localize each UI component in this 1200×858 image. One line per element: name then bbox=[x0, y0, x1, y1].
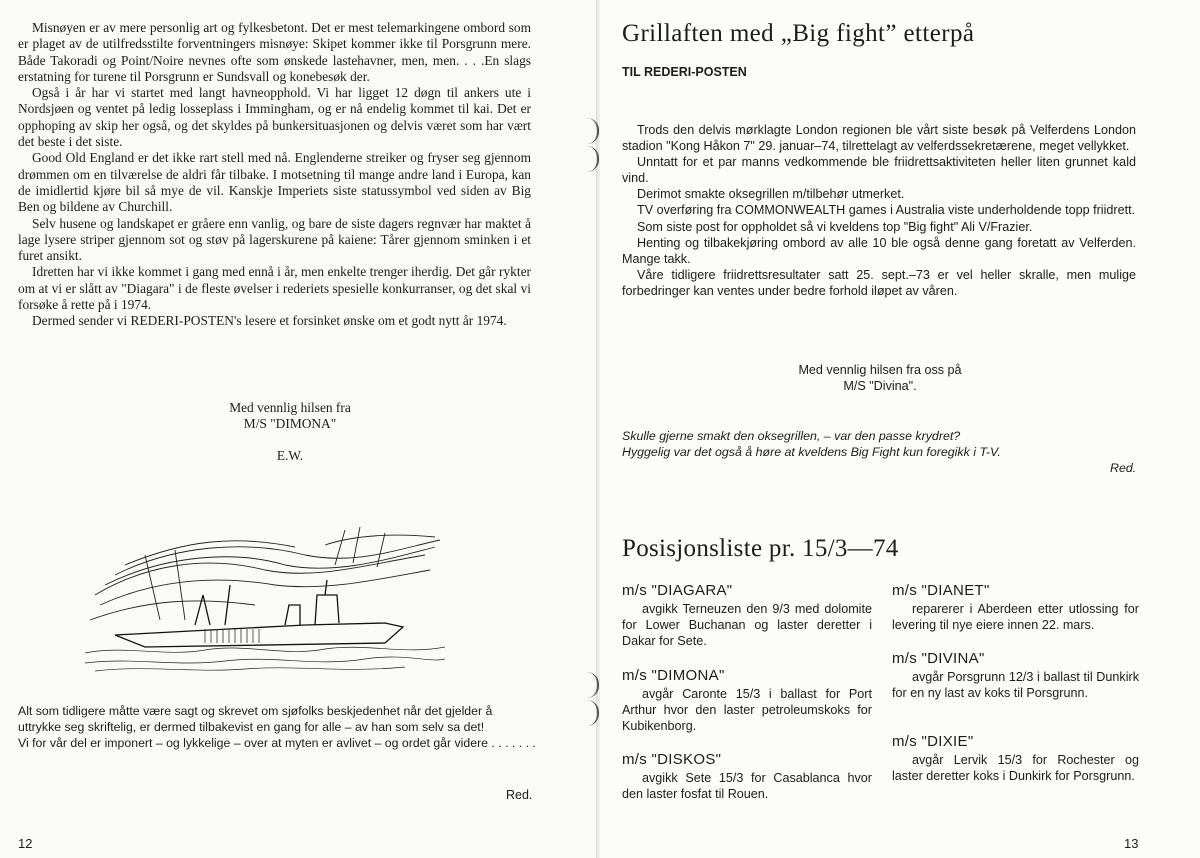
ship-entry-dianet bbox=[892, 582, 1139, 633]
right-paragraph: Som siste post for oppholdet så vi kveldens top "Big fight" Ali V/Frazier. bbox=[637, 219, 1033, 234]
ship-sketch-illustration bbox=[85, 525, 445, 675]
ship-name: m/s "DISKOS" bbox=[622, 751, 722, 768]
ship-status: avgikk Terneuzen den 9/3 med dolomite for Lower Buchanan og laster deretter i Dakar for Sete. bbox=[622, 602, 872, 649]
signoff-greeting: Med vennlig hilsen fra oss på bbox=[798, 363, 962, 377]
left-paragraph: Selv husene og landskapet er gråere enn vanlig, og bare de siste dagers regnvær har maktet å lage lysere striper gjennom sot og støv på lagerskurene på kaiene: Tårer gjennom sminken i et furet ansikt. bbox=[18, 215, 531, 264]
right-paragraph: Derimot smakte oksegrillen m/tilbehør utmerket. bbox=[637, 187, 905, 202]
signoff-greeting: Med vennlig hilsen fra bbox=[229, 400, 351, 415]
editor-comment-line: Hyggelig var det også å høre at kveldens Big Fight kun foregikk i T-V. bbox=[622, 445, 1001, 460]
left-paragraph: Idretten har vi ikke kommet i gang med ennå i år, men enkelte trenger iherdig. Det går rykter om at vi er slått av "Diagara" i de fleste øvelser i rederiets spesielle konkurranser, og det skal vi forsøke å rette på i 1974. bbox=[18, 264, 531, 313]
ship-name: m/s "DIANET" bbox=[892, 582, 990, 599]
ship-status: avgikk Sete 15/3 for Casablanca hvor den laster fosfat til Rouen. bbox=[622, 771, 872, 802]
left-signoff bbox=[190, 400, 390, 464]
right-paragraph: Trods den delvis mørklagte London regionen ble vårt siste besøk på Velferdens London stadion "Kong Håkon 7" 29. januar–74, tilrettelagt av velferdssekretærene, meget vellykket. bbox=[622, 123, 1136, 154]
signoff-ship: M/S "DIMONA" bbox=[243, 416, 337, 431]
signoff-initials: E.W. bbox=[276, 448, 304, 463]
left-paragraph: Good Old England er det ikke rart stell med nå. Englenderne streiker og fryser seg gjennom drømmen om en tilværelse de aldri får tilbake. I motsetning til mange andre land i Europa, kan de imidlertid kjøre bil så mye de vil. Kanskje Imperiets siste statussymbol ved siden av Big Ben og bildene av Churchill. bbox=[18, 150, 531, 215]
editor-comment-line: Skulle gjerne smakt den oksegrillen, – var den passe krydret? bbox=[622, 429, 961, 443]
ship-entry-divina bbox=[892, 650, 1139, 701]
article-title: Grillaften med „Big fight” etterpå bbox=[622, 20, 975, 47]
ship-name: m/s "DIAGARA" bbox=[622, 582, 733, 599]
right-paragraph: Henting og tilbakekjøring ombord av alle 10 ble også denne gang foretatt av Velferden. Mange takk. bbox=[622, 235, 1136, 266]
editor-comment bbox=[622, 428, 1136, 460]
ship-status: avgår Porsgrunn 12/3 i ballast til Dunkirk for en ny last av koks til Porsgrunn. bbox=[892, 670, 1139, 701]
ship-status: reparerer i Aberdeen etter utlossing for levering til nye eiere innen 22. mars. bbox=[892, 602, 1139, 633]
ship-entry-diskos bbox=[622, 751, 872, 802]
left-article bbox=[18, 20, 531, 330]
right-paragraph: TV overføring fra COMMONWEALTH games i Australia viste underholdende topp friidrett. bbox=[637, 203, 1136, 218]
page-number-left: 12 bbox=[18, 836, 33, 851]
ship-name: m/s "DIMONA" bbox=[622, 667, 725, 684]
right-paragraph: Våre tidligere friidrettsresultater satt 25. sept.–73 er vel heller skralle, men mulige forbedringer kan ventes under bedre forhold iløpet av våren. bbox=[622, 267, 1136, 298]
left-paragraph: Dermed sender vi REDERI-POSTEN's lesere et forsinket ønske om et godt nytt år 1974. bbox=[32, 313, 507, 329]
ship-status: avgår Lervik 15/3 for Rochester og laster deretter koks i Dunkirk for Porsgrunn. bbox=[892, 753, 1139, 784]
bottom-note-paragraph: Vi for vår del er imponert – og lykkelige – over at myten er avlivet – og ordet går videre . . . . . . . bbox=[18, 736, 536, 751]
left-editor-mark: Red. bbox=[506, 788, 533, 802]
right-paragraph: Unntatt for et par manns vedkommende ble friidrettsaktiviteten heller liten grunnet kald vind. bbox=[622, 155, 1136, 186]
page-number-right: 13 bbox=[1124, 836, 1139, 851]
left-paragraph: Også i år har vi startet med langt havneopphold. Vi har ligget 12 døgn til ankers ute i Nordsjøen og ventet på ledig losseplass i Immingham, og er nå endelig kommet til kai. Det er opphoping av skip her også, og det skyldes på bunkersituasjonen og delvis været som har vært det beste i det siste. bbox=[18, 85, 531, 150]
ship-entry-dixie bbox=[892, 733, 1139, 784]
ship-name: m/s "DIXIE" bbox=[892, 733, 974, 750]
left-bottom-note bbox=[18, 703, 538, 752]
right-signoff bbox=[760, 362, 1000, 394]
ship-status: avgår Caronte 15/3 i ballast for Port Arthur hvor den laster petroleumskoks for Kubikenborg. bbox=[622, 687, 872, 734]
bottom-note-paragraph: Alt som tidligere måtte være sagt og skrevet om sjøfolks beskjedenhet når det gjelder å uttrykke seg skriftelig, er dermed tilbakevist en gang for alle – av han som selv sa det! bbox=[18, 704, 493, 735]
ship-name: m/s "DIVINA" bbox=[892, 650, 985, 667]
left-paragraph: Misnøyen er av mere personlig art og fylkesbetont. Det er mest telemarkingene ombord som er plaget av de utilfredsstilte forventningers misnøye: Skipet kommer ikke til Porsgrunn mere. Både Takoradi og Point/Noire nevnes ofte som ønskede lastehavner, men, men. . . .En slags erstatning for turene til Porsgrunn er Sundsvall og konebesøk der. bbox=[18, 20, 531, 84]
position-list-title: Posisjonsliste pr. 15/3—74 bbox=[622, 535, 899, 562]
right-article bbox=[622, 122, 1136, 299]
ship-entry-dimona bbox=[622, 667, 872, 734]
left-page bbox=[0, 0, 598, 858]
signoff-ship: M/S "Divina". bbox=[843, 379, 917, 393]
right-editor-mark: Red. bbox=[1110, 461, 1137, 475]
article-subtitle: TIL REDERI-POSTEN bbox=[622, 65, 747, 79]
ship-entry-diagara bbox=[622, 582, 872, 649]
